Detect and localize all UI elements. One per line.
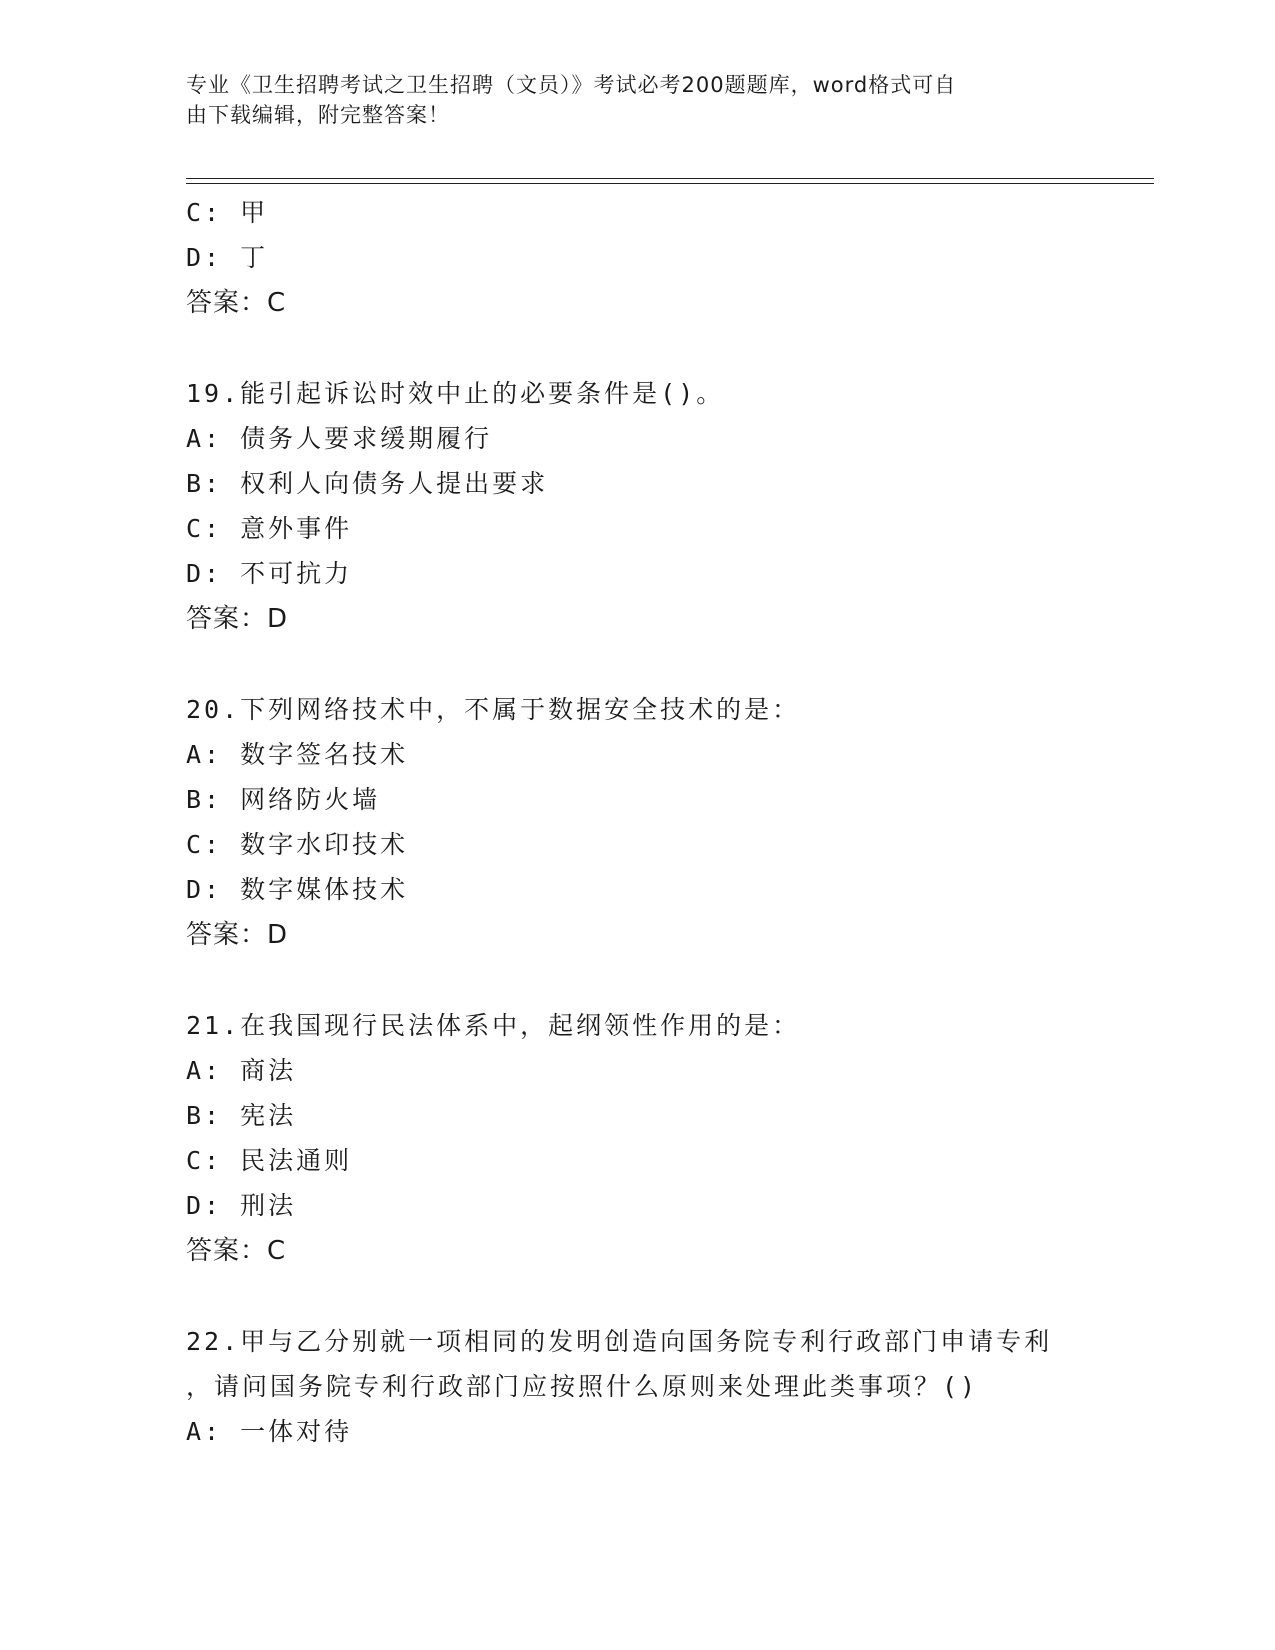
answer-line: 答案：C: [186, 288, 287, 318]
option-d: D: 丁: [186, 243, 269, 272]
option-b: B: 网络防火墙: [186, 785, 381, 814]
option-d: D: 不可抗力: [186, 559, 353, 588]
option-d: D: 数字媒体技术: [186, 875, 409, 904]
question-22: [186, 1319, 1126, 1454]
document-header: [186, 70, 1086, 130]
question-stem: 20.下列网络技术中，不属于数据安全技术的是：: [186, 695, 801, 724]
question-stem: 19.能引起诉讼时效中止的必要条件是()。: [186, 379, 725, 408]
question-21: [186, 1003, 1126, 1274]
answer-line: 答案：D: [186, 920, 289, 950]
option-b: B: 宪法: [186, 1101, 297, 1130]
header-divider-top: [186, 178, 1154, 179]
option-c: C: 意外事件: [186, 514, 353, 543]
option-a: A: 一体对待: [186, 1417, 353, 1446]
option-b: B: 权利人向债务人提出要求: [186, 469, 549, 498]
question-stem: 21.在我国现行民法体系中，起纲领性作用的是：: [186, 1011, 801, 1040]
question-stem-line-2: ，请问国务院专利行政部门应按照什么原则来处理此类事项？(): [186, 1372, 979, 1401]
question-20: [186, 687, 1126, 958]
option-c: C: 民法通则: [186, 1146, 353, 1175]
option-d: D: 刑法: [186, 1191, 297, 1220]
header-line-1: 专业《卫生招聘考试之卫生招聘（文员）》考试必考200题题库，word格式可自: [186, 73, 957, 97]
question-19: [186, 371, 1126, 642]
option-c: C: 数字水印技术: [186, 830, 409, 859]
option-a: A: 数字签名技术: [186, 740, 409, 769]
question-stem-line-1: 22.甲与乙分别就一项相同的发明创造向国务院专利行政部门申请专利: [186, 1327, 1053, 1356]
header-divider-bottom: [186, 183, 1154, 184]
option-a: A: 商法: [186, 1056, 297, 1085]
option-a: A: 债务人要求缓期履行: [186, 424, 493, 453]
answer-line: 答案：D: [186, 604, 289, 634]
header-line-2: 由下载编辑，附完整答案！: [186, 103, 450, 127]
question-list: [186, 190, 1126, 1454]
option-c: C: 甲: [186, 198, 269, 227]
answer-line: 答案：C: [186, 1236, 287, 1266]
question-fragment: [186, 190, 1126, 326]
